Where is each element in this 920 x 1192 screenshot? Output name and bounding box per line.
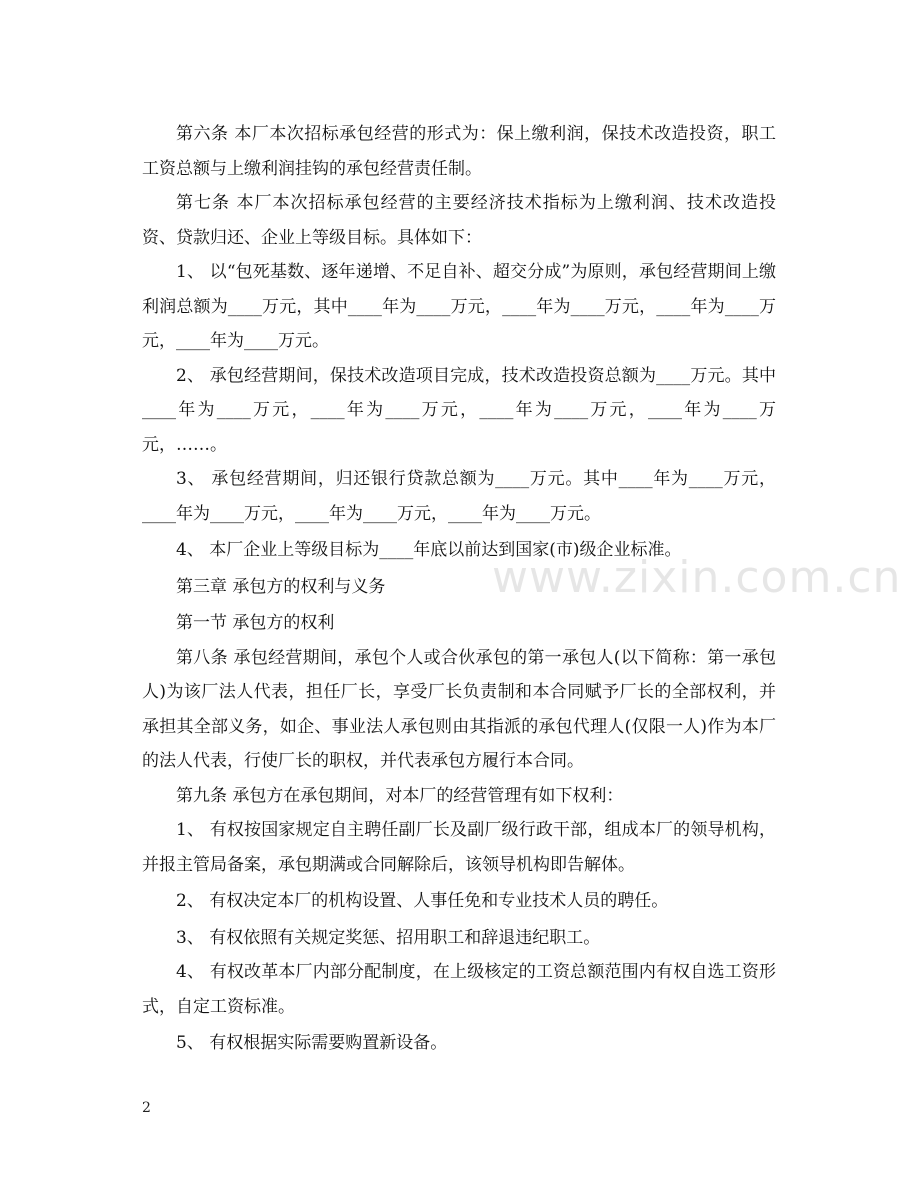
article-9-item-4: 4、 有权改革本厂内部分配制度，在上级核定的工资总额范围内有权自选工资形式，自定工资标准。 xyxy=(142,962,776,1017)
article-7-item-4: 4、 本厂企业上等级目标为____年底以前达到国家(市)级企业标准。 xyxy=(176,540,682,560)
article-7-item-1: 1、 以“包死基数、逐年递增、不足自补、超交分成”为原则，承包经营期间上缴利润总额为____万元，其中____年为____万元，____年为____万元，____年为____万元，____年为____万元。 xyxy=(142,262,776,351)
article-9-item-2: 2、 有权决定本厂的机构设置、人事任免和专业技术人员的聘任。 xyxy=(176,891,669,911)
section-1-heading: 第一节 承包方的权利 xyxy=(176,613,335,633)
article-9-paragraph: 第九条 承包方在承包期间，对本厂的经营管理有如下权利： xyxy=(176,785,624,806)
article-7-item-3: 3、 承包经营期间，归还银行贷款总额为____万元。其中____年为____万元，____年为____万元，____年为____万元，____年为____万元。 xyxy=(142,469,776,524)
article-7-paragraph: 第七条 本厂本次招标承包经营的主要经济技术指标为上缴利润、技术改造投资、贷款归还、企业上等级目标。具体如下： xyxy=(142,193,776,248)
article-8-paragraph: 第八条 承包经营期间，承包个人或合伙承包的第一承包人(以下简称：第一承包人)为该厂法人代表，担任厂长，享受厂长负责制和本合同赋予厂长的全部权利，并承担其全部义务，如企、事业法人承包则由其指派的承包代理人(仅限一人)作为本厂的法人代表，行使厂长的职权，并代表承包方履行本合同。 xyxy=(142,647,776,771)
article-9-item-1: 1、 有权按国家规定自主聘任副厂长及副厂级行政干部，组成本厂的领导机构，并报主管局备案，承包期满或合同解除后，该领导机构即告解体。 xyxy=(142,820,776,875)
page-number: 2 xyxy=(142,1100,151,1116)
article-6-paragraph: 第六条 本厂本次招标承包经营的形式为：保上缴利润，保技术改造投资，职工工资总额与上缴利润挂钩的承包经营责任制。 xyxy=(142,124,776,179)
article-7-item-2: 2、 承包经营期间，保技术改造项目完成，技术改造投资总额为____万元。其中____年为____万元，____年为____万元，____年为____万元，____年为____万元，……。 xyxy=(142,365,776,455)
chapter-3-heading: 第三章 承包方的权利与义务 xyxy=(176,576,386,597)
article-9-item-5: 5、 有权根据实际需要购置新设备。 xyxy=(176,1033,448,1053)
article-9-item-3: 3、 有权依照有关规定奖惩、招用职工和辞退违纪职工。 xyxy=(176,927,601,948)
watermark-text: www.zixin.com.cn xyxy=(492,552,902,603)
